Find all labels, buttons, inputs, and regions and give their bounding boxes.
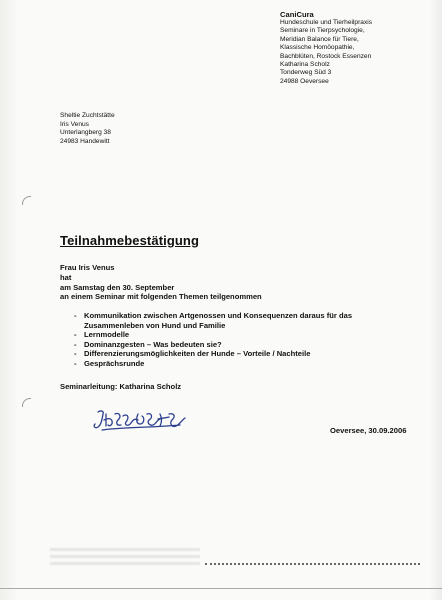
seminar-lead: Seminarleitung: Katharina Scholz	[60, 382, 182, 391]
recipient-address-block	[60, 112, 220, 146]
topic-item: - Differenzierungsmöglichkeiten der Hunde – Vorteile / Nachteile	[74, 349, 414, 359]
sender-line: Katharina Scholz	[280, 61, 330, 69]
sender-line: Bachblüten, Rostock Essenzen	[280, 52, 372, 60]
punch-hole-mark	[22, 196, 31, 205]
topic-item: - Lernmodelle	[74, 330, 414, 340]
punch-hole-mark	[22, 398, 31, 407]
page-edge-line	[0, 588, 442, 589]
document-title: Teilnahmebestätigung	[60, 233, 199, 248]
signature-scribble	[92, 400, 188, 438]
dotted-perforation-line	[205, 563, 420, 565]
recipient-line: Unterlangberg 38	[60, 129, 111, 137]
sender-address-block	[280, 10, 430, 86]
sender-line: Hundeschule und Tierheilpraxis	[280, 19, 372, 26]
sender-line: 24988 Oeversee	[280, 77, 329, 85]
topic-list	[74, 311, 414, 369]
sender-line: Meridian Balance für Tiere,	[280, 35, 359, 43]
intro-line: an einem Seminar mit folgenden Themen teilgenommen	[60, 292, 262, 302]
intro-line: hat	[60, 272, 72, 282]
sender-line: Tonderweg Süd 3	[280, 69, 332, 77]
intro-paragraph	[60, 263, 400, 302]
recipient-line: Sheltie Zuchtstätte	[60, 112, 115, 119]
handwritten-signature	[92, 400, 188, 438]
topic-item: - Gesprächsrunde	[74, 359, 414, 369]
recipient-line: Iris Venus	[60, 120, 89, 128]
intro-line: Frau Iris Venus	[60, 263, 115, 272]
sender-company: CaniCura	[280, 10, 314, 19]
sender-line: Seminare in Tierpsychologie,	[280, 27, 365, 35]
topic-item: - Dominanzgesten – Was bedeuten sie?	[74, 340, 414, 350]
place-and-date: Oeversee, 30.09.2006	[330, 426, 407, 435]
sender-line: Klassische Homöopathie,	[280, 44, 355, 52]
faded-footer-text	[50, 548, 200, 568]
recipient-line: 24983 Handewitt	[60, 137, 110, 145]
topic-item: - Kommunikation zwischen Artgenossen und Konsequenzen daraus für das Zusammenleben von Hund und Familie	[74, 311, 414, 330]
intro-line: am Samstag den 30. September	[60, 282, 175, 292]
